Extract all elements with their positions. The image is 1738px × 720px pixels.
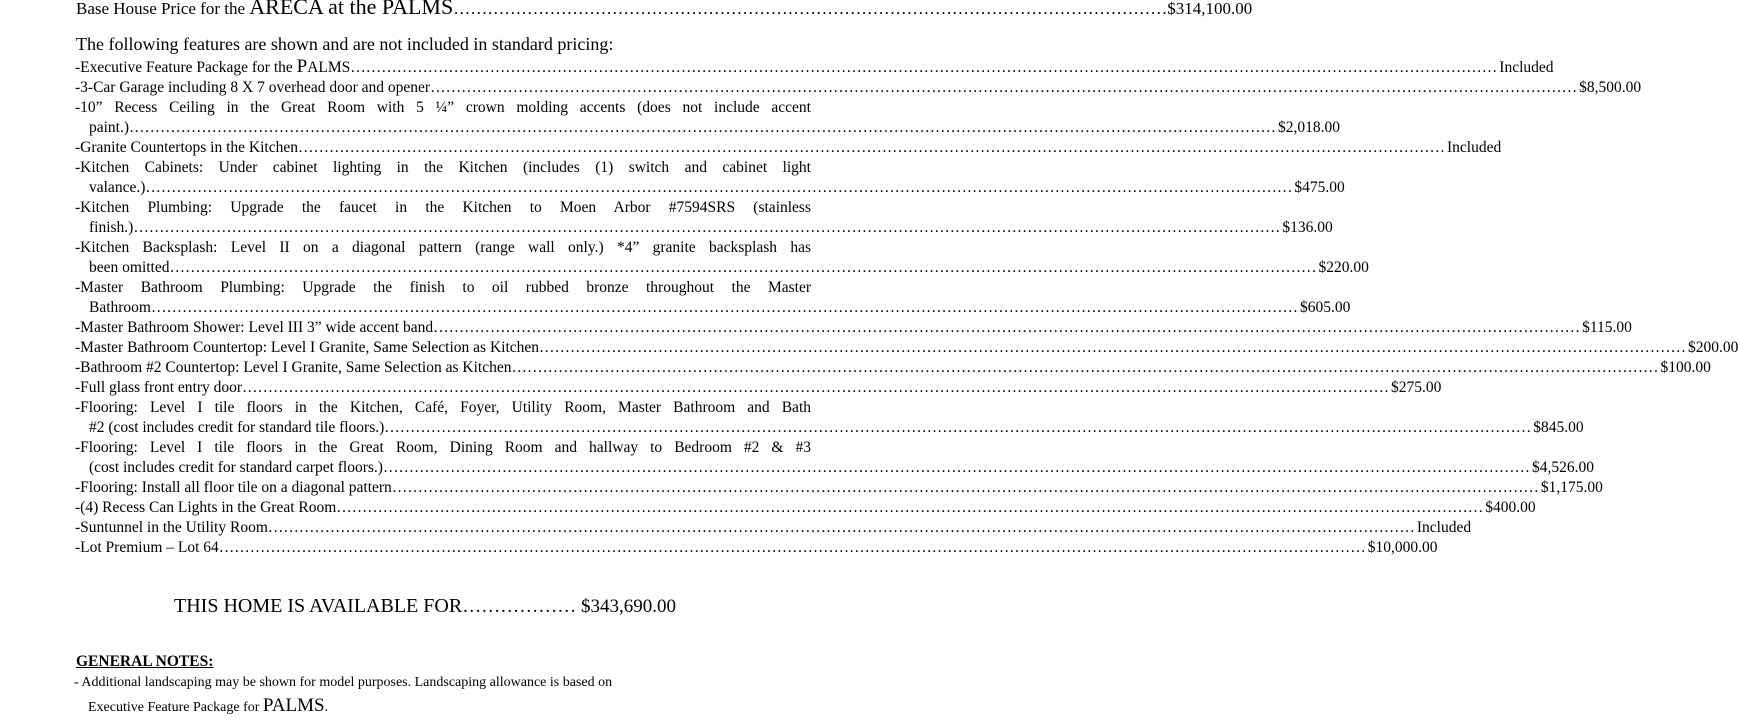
general-note-line-2c: . <box>324 700 329 715</box>
feature-description-continued: valance.) <box>89 179 146 196</box>
base-price-value: $314,100.00 <box>1167 0 1253 18</box>
feature-description: -Suntunnel in the Utility Room <box>75 519 268 536</box>
feature-continuation-row <box>75 178 1345 198</box>
feature-price: $475.00 <box>1294 179 1345 196</box>
feature-item <box>75 318 1632 338</box>
features-list <box>75 56 1738 558</box>
feature-description-continued: been omitted <box>89 259 170 276</box>
feature-description: -Granite Countertops in the Kitchen <box>75 139 298 156</box>
feature-price: $605.00 <box>1300 299 1351 316</box>
feature-description: -Master Bathroom Plumbing: Upgrade the finish to oil rubbed bronze throughout the Master <box>75 279 811 296</box>
feature-description: -Flooring: Install all floor tile on a diagonal pattern <box>75 479 392 496</box>
feature-description: -3-Car Garage including 8 X 7 overhead door and opener <box>75 79 431 96</box>
feature-leader <box>75 318 1580 338</box>
feature-item <box>75 498 1536 518</box>
palms-wordmark: PALMS <box>296 56 351 77</box>
feature-continuation-row <box>75 298 1351 318</box>
feature-item <box>75 138 1502 158</box>
feature-item <box>75 78 1642 98</box>
feature-dots: …………………………………………………………………………………………………………………………………………………………………………………………………… <box>382 459 1530 476</box>
feature-price: Included <box>1416 519 1472 536</box>
feature-price: $2,018.00 <box>1278 119 1341 136</box>
feature-continuation-row <box>75 418 1584 438</box>
feature-price: $275.00 <box>1391 379 1442 396</box>
general-note-line-1: - Additional landscaping may be shown for model purposes. Landscaping allowance is based on <box>74 675 613 690</box>
general-note-line-2 <box>74 696 774 718</box>
feature-price: $4,526.00 <box>1531 459 1594 476</box>
feature-price: $136.00 <box>1282 219 1333 236</box>
feature-description: -(4) Recess Can Lights in the Great Room <box>75 499 337 516</box>
feature-description: -10” Recess Ceiling in the Great Room with 5 ¼” crown molding accents (does not include accent <box>75 99 811 116</box>
base-price-line <box>76 0 1253 22</box>
feature-continuation-row <box>75 218 1333 238</box>
feature-price: $1,175.00 <box>1540 479 1603 496</box>
feature-description: -Executive Feature Package for the PALMS <box>75 56 351 77</box>
feature-item <box>75 358 1711 378</box>
feature-description: -Flooring: Level I tile floors in the Great Room, Dining Room and hallway to Bedroom #2 & #3 <box>75 439 811 456</box>
feature-description: -Master Bathroom Shower: Level III 3” wide accent band <box>75 319 434 336</box>
feature-description: -Lot Premium – Lot 64 <box>75 539 219 556</box>
feature-price: $8,500.00 <box>1579 79 1642 96</box>
feature-leader <box>75 498 1483 518</box>
feature-item <box>75 238 1369 278</box>
feature-leader <box>75 57 1497 78</box>
feature-item <box>75 158 1345 198</box>
feature-leader <box>89 418 1531 438</box>
feature-description-continued: #2 (cost includes credit for standard tile floors.) <box>89 419 385 436</box>
base-price-dots: ……………………………………………………………………………………………………………… <box>453 0 1168 18</box>
feature-dots: …………………………………………………………………………………………………………………………………………………………………………………………………… <box>384 419 1532 436</box>
feature-item <box>75 478 1603 498</box>
feature-leader <box>89 458 1530 478</box>
feature-dots: …………………………………………………………………………………………………………………………………………………………………………………………………… <box>242 379 1390 396</box>
feature-dots: …………………………………………………………………………………………………………………………………………………………………………………………………… <box>267 519 1415 536</box>
base-price-label-b: A at the <box>307 0 382 19</box>
feature-price: $115.00 <box>1582 319 1632 336</box>
feature-leader <box>89 218 1280 238</box>
feature-dots: …………………………………………………………………………………………………………………………………………………………………………………………………… <box>539 339 1687 356</box>
feature-item <box>75 378 1442 398</box>
feature-description: -Kitchen Cabinets: Under cabinet lighting in the Kitchen (includes (1) switch and cabinet light <box>75 159 811 176</box>
feature-dots: …………………………………………………………………………………………………………………………………………………………………………………………………… <box>145 179 1293 196</box>
feature-description: -Flooring: Level I tile floors in the Kitchen, Café, Foyer, Utility Room, Master Bathroom and Bath <box>75 399 811 416</box>
feature-leader <box>75 478 1539 498</box>
feature-dots: …………………………………………………………………………………………………………………………………………………………………………………………………… <box>336 499 1484 516</box>
feature-dots: …………………………………………………………………………………………………………………………………………………………………………………………………… <box>350 59 1498 76</box>
base-price-label-a: Base House Price for the <box>76 0 250 18</box>
feature-item <box>75 518 1472 538</box>
feature-price: Included <box>1499 59 1554 76</box>
general-note-community: PALMS <box>262 695 325 716</box>
feature-dots: …………………………………………………………………………………………………………………………………………………………………………………………………… <box>129 119 1277 136</box>
feature-price: Included <box>1446 139 1502 156</box>
feature-leader <box>75 518 1415 538</box>
feature-item <box>75 438 1594 478</box>
feature-description: -Kitchen Backsplash: Level II on a diagonal pattern (range wall only.) *4” granite backsplash has <box>75 239 811 256</box>
feature-description-continued: (cost includes credit for standard carpet floors.) <box>89 459 383 476</box>
feature-dots: …………………………………………………………………………………………………………………………………………………………………………………………………… <box>169 259 1317 276</box>
feature-leader <box>75 338 1686 358</box>
feature-description-continued: Bathroom <box>89 299 151 316</box>
availability-dots: ……………… <box>462 596 577 617</box>
availability-line <box>174 593 734 620</box>
feature-continuation-row <box>75 118 1341 138</box>
feature-item <box>75 98 1341 138</box>
availability-label: THIS HOME IS AVAILABLE FOR <box>174 595 463 617</box>
feature-leader <box>89 298 1298 318</box>
feature-leader <box>89 178 1292 198</box>
feature-price: $10,000.00 <box>1367 539 1438 556</box>
features-intro: The following features are shown and are not included in standard pricing: <box>76 34 614 54</box>
feature-item <box>75 398 1584 438</box>
feature-dots: …………………………………………………………………………………………………………………………………………………………………………………………………… <box>297 139 1445 156</box>
feature-description-continued: paint.) <box>89 119 130 136</box>
feature-dots: …………………………………………………………………………………………………………………………………………………………………………………………………… <box>433 319 1581 336</box>
feature-item <box>75 538 1438 558</box>
feature-dots: …………………………………………………………………………………………………………………………………………………………………………………………………… <box>430 79 1578 96</box>
feature-continuation-row <box>75 258 1369 278</box>
feature-description: -Master Bathroom Countertop: Level I Granite, Same Selection as Kitchen <box>75 339 540 356</box>
feature-dots: …………………………………………………………………………………………………………………………………………………………………………………………………… <box>218 539 1366 556</box>
feature-price: $845.00 <box>1533 419 1584 436</box>
general-notes-title: GENERAL NOTES: <box>76 653 214 670</box>
feature-leader <box>75 378 1389 398</box>
feature-leader <box>75 538 1366 558</box>
feature-dots: …………………………………………………………………………………………………………………………………………………………………………………………………… <box>511 359 1659 376</box>
availability-price: $343,690.00 <box>580 596 676 617</box>
feature-description: -Bathroom #2 Countertop: Level I Granite, Same Selection as Kitchen <box>75 359 512 376</box>
feature-dots: …………………………………………………………………………………………………………………………………………………………………………………………………… <box>133 219 1281 236</box>
feature-continuation-row <box>75 458 1594 478</box>
feature-leader <box>75 138 1445 158</box>
feature-price: $200.00 <box>1688 339 1738 356</box>
general-note-line-2a: Executive Feature Package for <box>88 700 263 715</box>
general-note <box>74 673 774 718</box>
feature-item <box>75 198 1333 238</box>
feature-price: $400.00 <box>1485 499 1536 516</box>
feature-dots: …………………………………………………………………………………………………………………………………………………………………………………………………… <box>151 299 1298 316</box>
feature-item <box>75 56 1554 78</box>
feature-price: $100.00 <box>1660 359 1711 376</box>
feature-leader <box>75 78 1577 98</box>
feature-item <box>75 278 1351 318</box>
feature-leader <box>75 358 1658 378</box>
base-price-community: PALMS <box>381 0 454 19</box>
feature-description: -Full glass front entry door <box>75 379 243 396</box>
feature-description-continued: finish.) <box>89 219 134 236</box>
feature-description: -Kitchen Plumbing: Upgrade the faucet in the Kitchen to Moen Arbor #7594SRS (stainless <box>75 199 811 216</box>
feature-leader <box>89 258 1317 278</box>
feature-item <box>75 338 1738 358</box>
feature-price: $220.00 <box>1318 259 1369 276</box>
feature-dots: …………………………………………………………………………………………………………………………………………………………………………………………………… <box>391 479 1539 496</box>
base-price-model: AREC <box>249 0 308 19</box>
feature-leader <box>89 118 1276 138</box>
